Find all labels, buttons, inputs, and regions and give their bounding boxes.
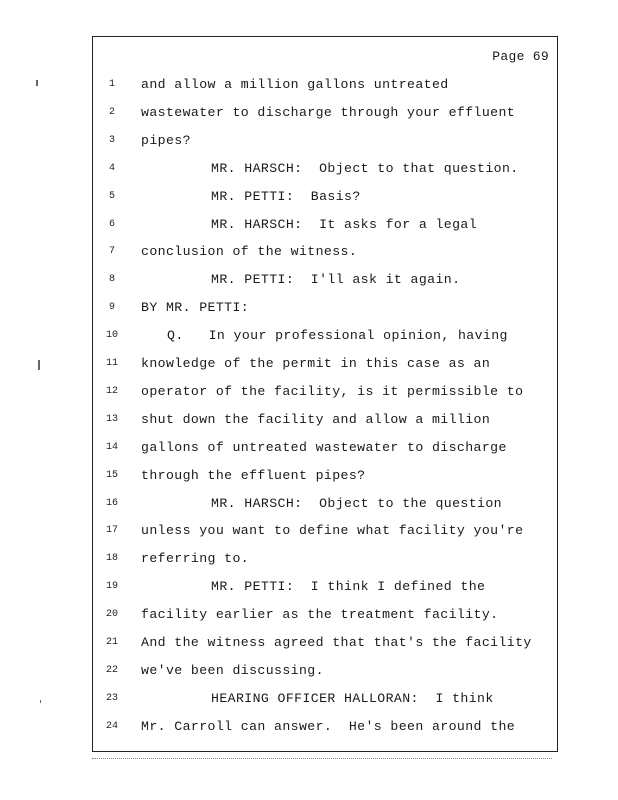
line-text: pipes? bbox=[141, 132, 191, 148]
line-text: MR. HARSCH: Object to the question bbox=[211, 495, 502, 511]
transcript-line bbox=[93, 298, 557, 326]
transcript-line bbox=[93, 75, 557, 103]
line-number: 5 bbox=[108, 190, 115, 202]
line-text: MR. HARSCH: It asks for a legal bbox=[211, 216, 478, 232]
scan-speck bbox=[36, 80, 38, 86]
line-number: 6 bbox=[108, 218, 115, 230]
transcript-line bbox=[93, 633, 557, 661]
scan-speck bbox=[38, 360, 40, 370]
transcript-line bbox=[93, 215, 557, 243]
transcript-line bbox=[93, 466, 557, 494]
line-number: 22 bbox=[105, 664, 118, 676]
line-number: 19 bbox=[105, 581, 118, 593]
transcript-line bbox=[93, 717, 557, 745]
transcript-line bbox=[93, 494, 557, 522]
line-text: facility earlier as the treatment facility. bbox=[141, 607, 499, 623]
line-number: 18 bbox=[105, 553, 118, 565]
scan-speck bbox=[40, 700, 41, 703]
transcript-line bbox=[93, 270, 557, 298]
line-text: Mr. Carroll can answer. He's been around the bbox=[141, 718, 516, 734]
line-number: 11 bbox=[105, 358, 118, 369]
line-text: shut down the facility and allow a million bbox=[141, 411, 491, 427]
line-text: And the witness agreed that that's the facility bbox=[141, 635, 532, 650]
line-text: MR. PETTI: I think I defined the bbox=[211, 579, 486, 595]
line-number: 2 bbox=[108, 106, 115, 118]
line-number: 23 bbox=[105, 692, 118, 704]
transcript-line bbox=[93, 521, 557, 549]
scan-edge-rule bbox=[92, 758, 552, 760]
line-text: referring to. bbox=[141, 551, 250, 567]
line-text: through the effluent pipes? bbox=[141, 467, 366, 483]
line-text: and allow a million gallons untreated bbox=[141, 77, 449, 92]
line-text: MR. PETTI: Basis? bbox=[211, 188, 361, 204]
line-text: we've been discussing. bbox=[141, 662, 324, 678]
transcript-line bbox=[93, 382, 557, 410]
line-number: 13 bbox=[105, 413, 118, 425]
transcript-line bbox=[93, 438, 557, 466]
line-number: 16 bbox=[105, 497, 118, 509]
transcript-line bbox=[93, 661, 557, 689]
line-text: conclusion of the witness. bbox=[141, 244, 358, 260]
line-text: knowledge of the permit in this case as an bbox=[141, 356, 491, 371]
transcript-line bbox=[93, 689, 557, 717]
line-number: 7 bbox=[108, 246, 115, 258]
transcript-line bbox=[93, 242, 557, 270]
line-text: MR. PETTI: I'll ask it again. bbox=[211, 272, 461, 288]
line-number: 15 bbox=[105, 469, 118, 481]
line-text: unless you want to define what facility you're bbox=[141, 523, 524, 539]
transcript-line bbox=[93, 326, 557, 354]
line-number: 10 bbox=[105, 330, 118, 342]
transcript-line bbox=[93, 354, 557, 382]
line-number: 20 bbox=[105, 609, 118, 621]
line-text: BY MR. PETTI: bbox=[141, 300, 250, 316]
page-number: Page 69 bbox=[492, 49, 549, 64]
line-number: 4 bbox=[108, 162, 115, 174]
transcript-line bbox=[93, 549, 557, 577]
transcript-page bbox=[92, 36, 558, 752]
line-number: 14 bbox=[105, 441, 118, 453]
line-text: gallons of untreated wastewater to discharge bbox=[141, 439, 507, 455]
line-text: Q. In your professional opinion, having bbox=[167, 328, 508, 344]
line-text: MR. HARSCH: Object to that question. bbox=[211, 160, 519, 176]
line-number: 12 bbox=[105, 385, 118, 397]
line-number: 17 bbox=[105, 525, 118, 537]
line-number: 21 bbox=[105, 637, 118, 648]
line-text: wastewater to discharge through your effluent bbox=[141, 104, 516, 120]
transcript-line bbox=[93, 410, 557, 438]
line-number: 8 bbox=[108, 274, 115, 286]
transcript-line bbox=[93, 577, 557, 605]
transcript-line bbox=[93, 187, 557, 215]
transcript-line bbox=[93, 159, 557, 187]
line-text: HEARING OFFICER HALLORAN: I think bbox=[211, 690, 494, 706]
transcript-line bbox=[93, 131, 557, 159]
line-text: operator of the facility, is it permissible to bbox=[141, 383, 524, 399]
transcript-line bbox=[93, 605, 557, 633]
line-number: 3 bbox=[108, 134, 115, 146]
transcript-line bbox=[93, 103, 557, 131]
line-number: 9 bbox=[108, 302, 115, 314]
line-number: 24 bbox=[105, 720, 118, 732]
line-number: 1 bbox=[108, 79, 115, 90]
